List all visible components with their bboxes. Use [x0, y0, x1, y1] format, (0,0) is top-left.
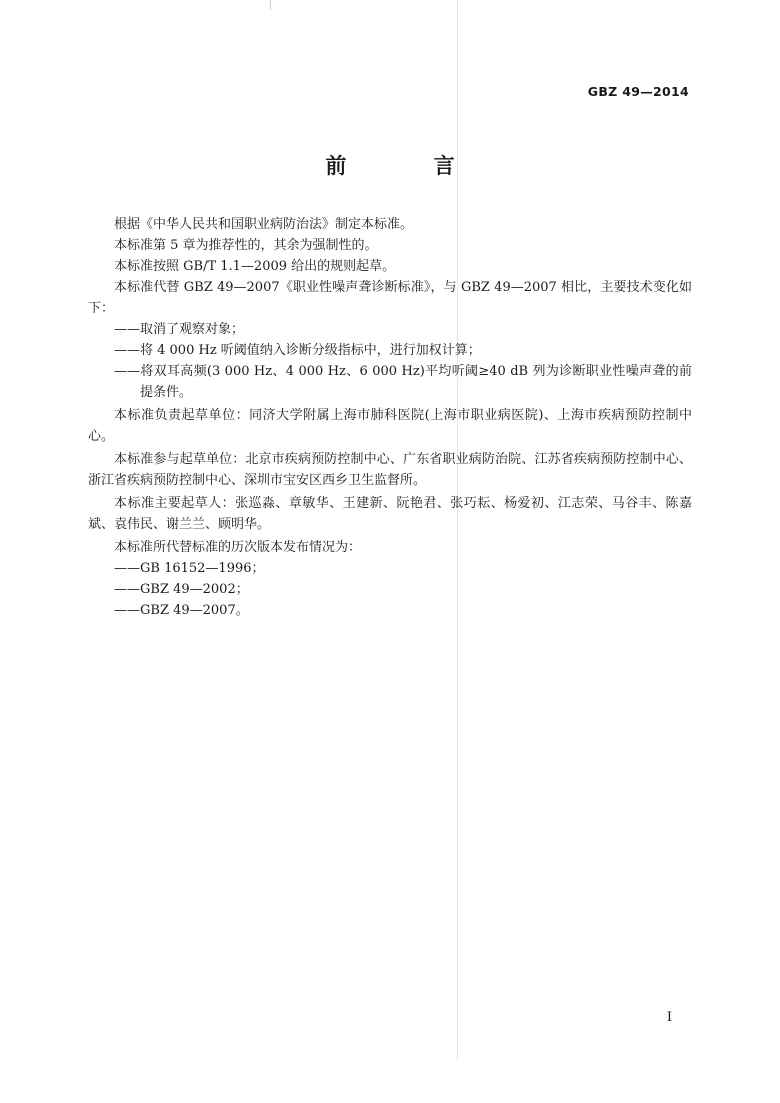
change-item: ——将 4 000 Hz 听阈值纳入诊断分级指标中，进行加权计算；: [114, 343, 481, 358]
history-item: ——GBZ 49—2007。: [114, 603, 249, 618]
change-item: ——将双耳高频(3 000 Hz、4 000 Hz、6 000 Hz)平均听阈≥40 dB 列为诊断职业性噪声聋的前提条件。: [114, 364, 692, 400]
foreword-body: [88, 214, 692, 621]
paragraph-replacement: 本标准代替 GBZ 49—2007《职业性噪声聋诊断标准》，与 GBZ 49—2007 相比，主要技术变化如下：: [88, 280, 692, 316]
paragraph-lead-units: 本标准负责起草单位：同济大学附属上海市肺科医院(上海市职业病医院)、上海市疾病预防控制中心。: [88, 408, 692, 444]
standard-code: GBZ 49—2014: [587, 84, 689, 99]
page-title: 前 言: [325, 154, 495, 178]
paragraph-basis: 根据《中华人民共和国职业病防治法》制定本标准。: [114, 217, 414, 232]
page-number: I: [666, 1010, 672, 1025]
scan-artifact-tick: [270, 0, 271, 10]
history-item: ——GB 16152—1996；: [114, 561, 265, 576]
paragraph-chapter5: 本标准第 5 章为推荐性的，其余为强制性的。: [114, 238, 378, 253]
paragraph-drafting-rules: 本标准按照 GB/T 1.1—2009 给出的规则起草。: [114, 259, 396, 274]
history-item: ——GBZ 49—2002；: [114, 582, 249, 597]
change-item: ——取消了观察对象；: [114, 322, 245, 337]
paragraph-history-intro: 本标准所代替标准的历次版本发布情况为：: [114, 540, 362, 555]
paragraph-participating-units: 本标准参与起草单位：北京市疾病预防控制中心、广东省职业病防治院、江苏省疾病预防控制中心、浙江省疾病预防控制中心、深圳市宝安区西乡卫生监督所。: [88, 452, 692, 488]
paragraph-drafters: 本标准主要起草人：张巡淼、章敏华、王建新、阮艳君、张巧耘、杨爱初、江志荣、马谷丰、陈嘉斌、袁伟民、谢兰兰、顾明华。: [88, 496, 692, 532]
